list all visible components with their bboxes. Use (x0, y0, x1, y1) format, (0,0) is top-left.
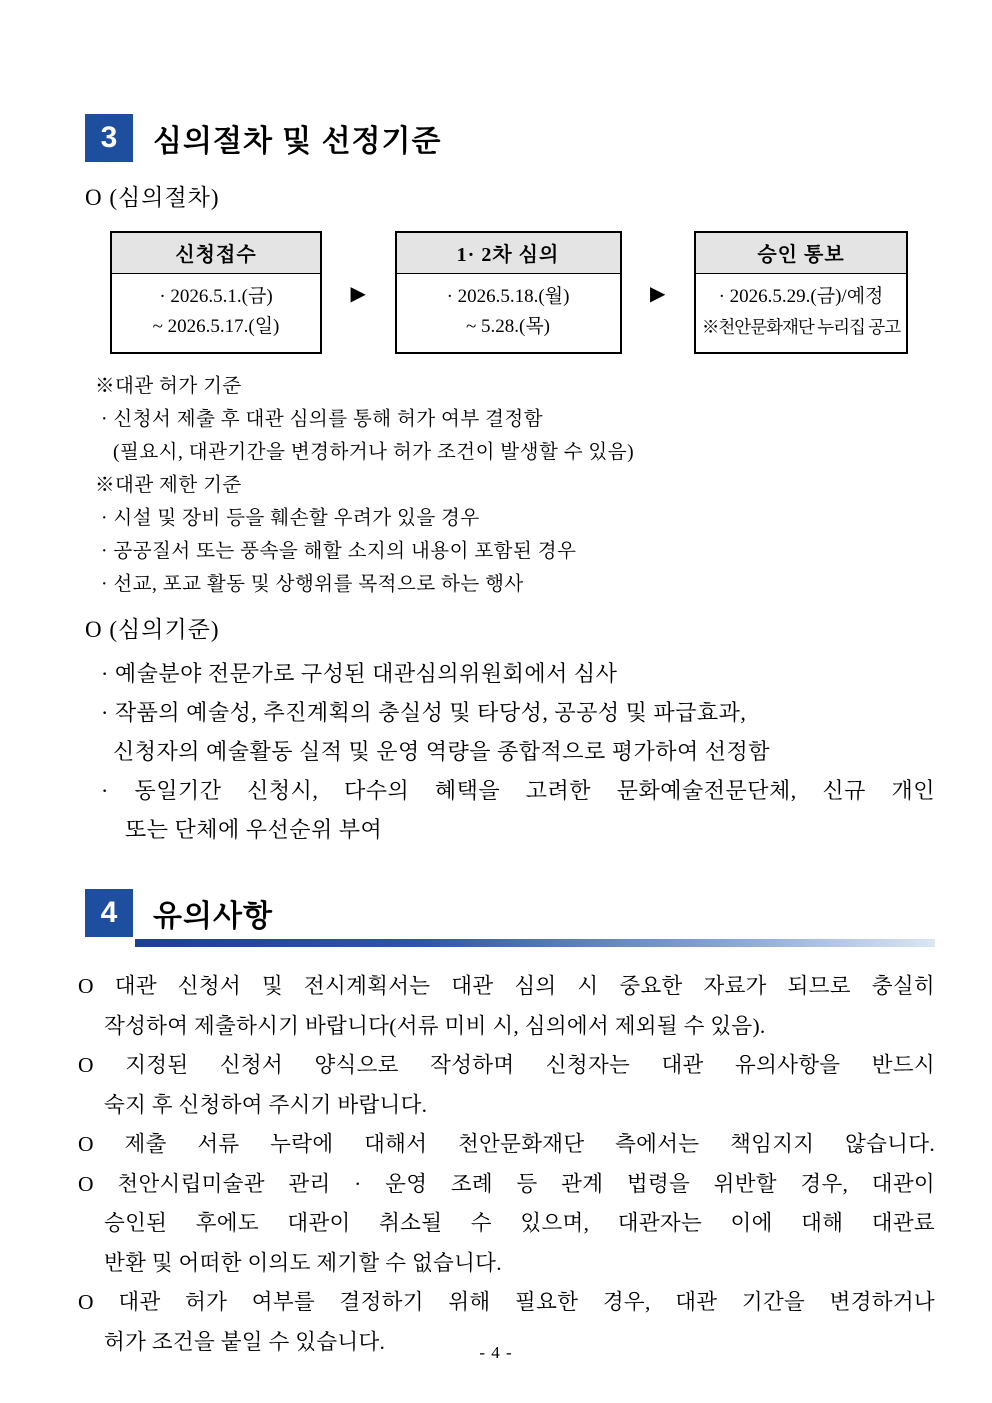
note-paragraph-line: O 천안시립미술관 관리 · 운영 조례 등 관계 법령을 위반할 경우, 대관이 (78, 1171, 935, 1196)
section4-underline (135, 939, 935, 947)
flow-step-note: ※천안문화재단 누리집 공고 (701, 317, 901, 337)
note-paragraph-line: O 대관 허가 여부를 결정하기 위해 필요한 경우, 대관 기간을 변경하거나 (78, 1290, 935, 1314)
section3-header (85, 114, 935, 162)
flow-step-header: 신청접수 (112, 233, 320, 274)
section4-header (85, 889, 935, 937)
flow-step-date: · 2026.5.29.(금)/예정 (718, 286, 884, 307)
flow-step-date: · 2026.5.18.(월) (446, 286, 570, 307)
flow-step-review (395, 231, 622, 354)
section4-number-badge: 4 (85, 889, 133, 937)
page-number: - 4 - (479, 1343, 513, 1362)
flow-step-approval (694, 231, 908, 354)
section4-title: 유의사항 (153, 900, 273, 933)
note-paragraph-line: O 대관 신청서 및 전시계획서는 대관 심의 시 중요한 자료가 되므로 충실히 (78, 974, 935, 998)
criteria-label: O (심의기준) (85, 617, 220, 642)
note-paragraph-line: O 제출 서류 누락에 대해서 천안문화재단 측에서는 책임지지 않습니다. (78, 1132, 935, 1156)
flow-step-date: ~ 2026.5.17.(일) (152, 316, 280, 337)
procedure-label: O (심의절차) (85, 185, 220, 210)
section4 (78, 889, 935, 1362)
arrow-right-icon: ▶ (350, 280, 366, 305)
permit-criteria-title: ※대관 허가 기준 (95, 376, 242, 397)
section3-title: 심의절차 및 선정기준 (153, 125, 442, 158)
flow-step-date: ~ 5.28.(목) (465, 316, 551, 337)
flow-step-date: · 2026.5.1.(금) (159, 286, 273, 307)
note-paragraph-line: 숙지 후 신청하여 주시기 바랍니다. (104, 1092, 428, 1117)
criteria-line: · 동일기간 신청시, 다수의 혜택을 고려한 문화예술전문단체, 신규 개인 (101, 778, 935, 803)
restriction-criteria-title: ※대관 제한 기준 (95, 475, 242, 496)
procedure-flow-diagram (110, 231, 908, 354)
criteria-line: · 예술분야 전문가로 구성된 대관심의위원회에서 심사 (101, 661, 618, 686)
note-paragraph-line: O 지정된 신청서 양식으로 작성하며 신청자는 대관 유의사항을 반드시 (78, 1053, 935, 1077)
permit-criteria-line: · 신청서 제출 후 대관 심의를 통해 허가 여부 결정함 (101, 409, 544, 430)
restriction-criteria-line: · 시설 및 장비 등을 훼손할 우려가 있을 경우 (101, 508, 480, 529)
restriction-criteria-line: · 공공질서 또는 풍속을 해할 소지의 내용이 포함된 경우 (101, 541, 577, 562)
restriction-criteria-line: · 선교, 포교 활동 및 상행위를 목적으로 하는 행사 (101, 574, 524, 595)
criteria-line: 신청자의 예술활동 실적 및 운영 역량을 종합적으로 평가하여 선정함 (113, 739, 771, 764)
criteria-line: 또는 단체에 우선순위 부여 (125, 817, 383, 842)
notes-paragraphs (78, 967, 935, 1362)
note-paragraph-line: 반환 및 어떠한 이의도 제기할 수 없습니다. (104, 1250, 502, 1275)
note-paragraph-line: 승인된 후에도 대관이 취소될 수 있으며, 대관자는 이에 대해 대관료 (104, 1211, 935, 1235)
note-paragraph-line: 작성하여 제출하시기 바랍니다(서류 미비 시, 심의에서 제외될 수 있음). (104, 1013, 766, 1038)
permit-criteria-block (85, 370, 935, 601)
arrow-right-icon: ▶ (650, 280, 666, 305)
flow-step-application (110, 231, 322, 354)
flow-step-header: 1· 2차 심의 (397, 233, 620, 274)
note-paragraph-line: 허가 조건을 붙일 수 있습니다. (104, 1329, 386, 1354)
section3-number-badge: 3 (85, 114, 133, 162)
flow-step-header: 승인 통보 (696, 233, 906, 274)
permit-criteria-line: (필요시, 대관기간을 변경하거나 허가 조건이 발생할 수 있음) (113, 442, 635, 463)
criteria-line: · 작품의 예술성, 추진계획의 충실성 및 타당성, 공공성 및 파급효과, (101, 700, 747, 725)
criteria-block (85, 654, 935, 849)
